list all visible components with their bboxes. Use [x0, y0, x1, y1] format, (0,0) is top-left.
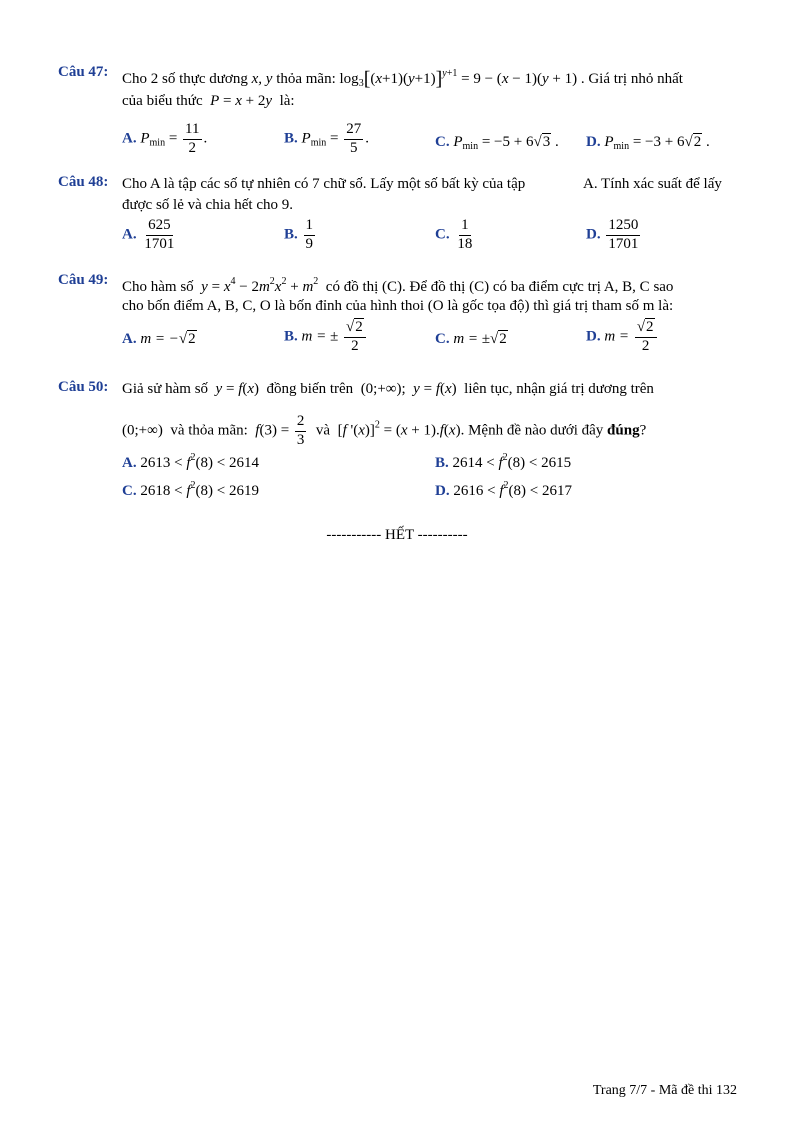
question-49-line-2: cho bốn điểm A, B, C, O là bốn đỉnh của hình thoi (O là gốc tọa độ) thì giá trị tham số m là: [122, 298, 674, 314]
q50-option-d: D. $2616 < f^2(8) < 2617$ [435, 480, 572, 499]
q47-option-a: A. $P_{min}$ = $\frac{11}{2}$ . [122, 121, 208, 156]
q50-option-a: A. $2613 < f^2(8) < 2614$ [122, 452, 259, 471]
q47-option-b: B. $P_{min}$ = $\frac{27}{5}$ . [284, 121, 369, 156]
q48-option-c: C. $\frac{1}{18}$ [435, 217, 473, 252]
question-47-line-2: của biểu thức P = x + 2y là: [122, 93, 295, 109]
q47-equation: $\log_3[(x+1)(y+1)]^{y+1} = 9 - (x - 1)(y + 1)$ [339, 68, 581, 90]
page-footer: Trang 7/7 - Mã đề thi 132 [592, 1083, 737, 1098]
q48-option-d: D. $\frac{1250}{1701}$ [586, 217, 639, 252]
q49-option-b: B. m = ± $\frac{√2}{2}$ [284, 320, 368, 355]
question-50-label: Câu 50: [58, 379, 109, 395]
q47-option-c: C. $P_{min} = -5 + 6√3$ . [435, 134, 559, 152]
question-47-line-1: Cho 2 số thực dương x, y thỏa mãn: $\log_3[(x+1)(y+1)]^{y+1} = 9 - (x - 1)(y + 1)$ . Giá trị nhỏ nhất [122, 68, 683, 90]
end-marker: ----------- HẾT ---------- [326, 527, 468, 543]
question-48-line-2: được số lẻ và chia hết cho 9. [122, 197, 294, 213]
question-49-line-1: Cho hàm số $y = x^4 - 2m^2x^2 + m^2$ có đồ thị (C). Để đồ thị (C) có ba điểm cực trị A, B, C sao [122, 276, 674, 295]
q50-option-c: C. $2618 < f^2(8) < 2619$ [122, 480, 259, 499]
q47-option-d: D. $P_{min} = -3 + 6√2$ . [586, 134, 710, 152]
question-47-label: Câu 47: [58, 64, 109, 80]
q49-option-d: D. m = $\frac{√2}{2}$ [586, 320, 659, 355]
question-48-label: Câu 48: [58, 174, 109, 190]
q50-option-b: B. $2614 < f^2(8) < 2615$ [435, 452, 572, 471]
question-49-label: Câu 49: [58, 272, 109, 288]
q48-option-a: A. $\frac{625}{1701}$ [122, 217, 175, 252]
q49-option-a: A. m = −√2 [122, 331, 196, 347]
q49-option-c: C. m = ±√2 [435, 331, 507, 347]
question-48-line-1-end: A. Tính xác suất để lấy [583, 176, 722, 192]
question-50-line-1: Giả sử hàm số y = f(x) đồng biến trên (0;+∞); y = f(x) liên tục, nhận giá trị dương trên [122, 381, 654, 397]
q48-option-b: B. $\frac{1}{9}$ [284, 217, 314, 252]
question-48-line-1: Cho A là tập các số tự nhiên có 7 chữ số. Lấy một số bất kỳ của tập [122, 176, 526, 192]
question-50-line-2: (0;+∞) và thỏa mãn: f(3) = $\frac{2}{3}$ và [f '(x)]$^2$ = (x + 1).f(x). Mệnh đề nào dưới đây đúng? [122, 413, 647, 448]
